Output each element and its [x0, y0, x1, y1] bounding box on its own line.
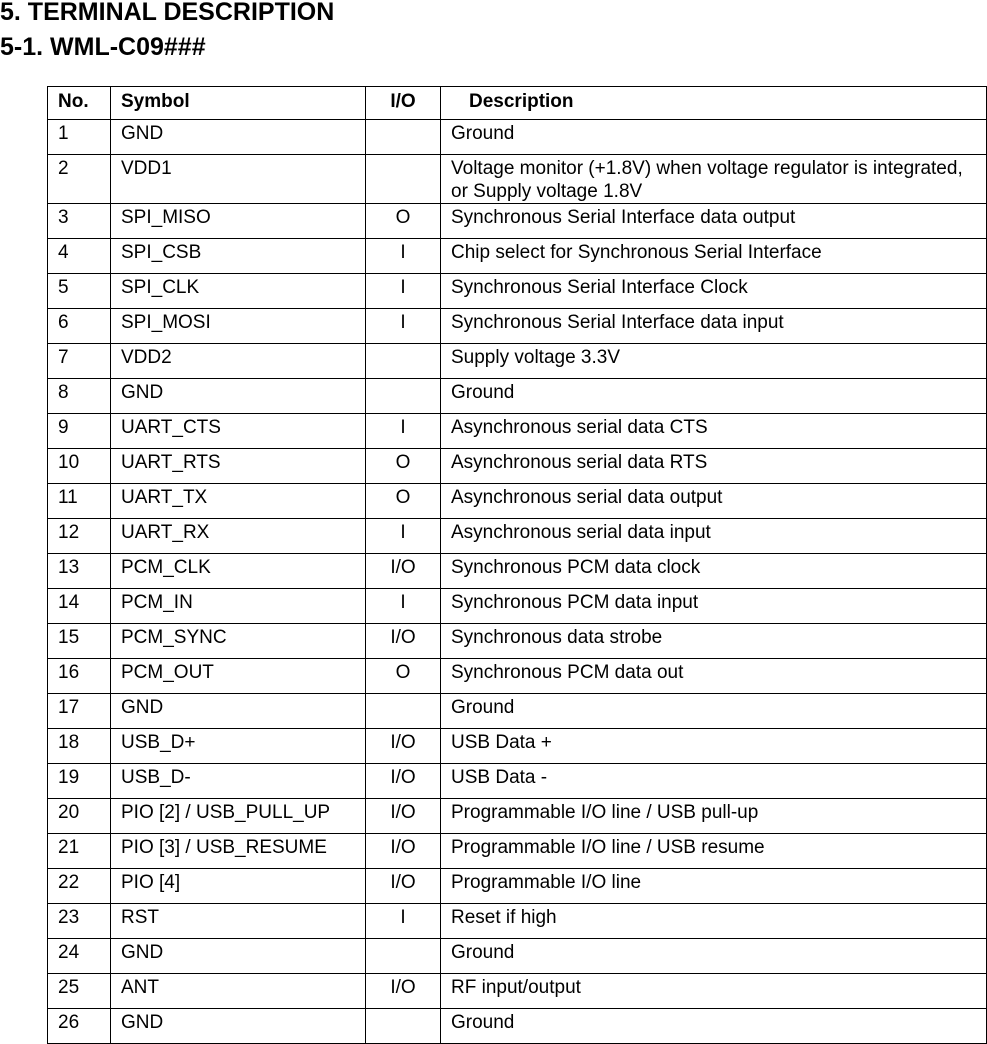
cell-io [366, 120, 441, 155]
cell-symbol: ANT [111, 974, 366, 1009]
table-row [48, 554, 987, 589]
cell-description: Synchronous Serial Interface data output [441, 204, 987, 239]
table-row [48, 939, 987, 974]
cell-symbol: UART_TX [111, 484, 366, 519]
cell-io: I/O [366, 624, 441, 659]
table-row [48, 155, 987, 204]
cell-symbol: GND [111, 939, 366, 974]
cell-no: 26 [48, 1009, 111, 1044]
table-row [48, 729, 987, 764]
table-row [48, 694, 987, 729]
table-row [48, 834, 987, 869]
table-row [48, 624, 987, 659]
cell-symbol: PIO [2] / USB_PULL_UP [111, 799, 366, 834]
table-header-row [48, 87, 987, 120]
cell-no: 22 [48, 869, 111, 904]
cell-no: 1 [48, 120, 111, 155]
cell-io: I [366, 589, 441, 624]
cell-io: I/O [366, 554, 441, 589]
table-row [48, 764, 987, 799]
table-row [48, 974, 987, 1009]
cell-symbol: VDD1 [111, 155, 366, 204]
cell-io: I/O [366, 834, 441, 869]
cell-no: 17 [48, 694, 111, 729]
cell-symbol: PCM_SYNC [111, 624, 366, 659]
cell-description: Ground [441, 939, 987, 974]
cell-no: 5 [48, 274, 111, 309]
cell-symbol: USB_D- [111, 764, 366, 799]
cell-io [366, 379, 441, 414]
cell-symbol: UART_RTS [111, 449, 366, 484]
cell-io: O [366, 204, 441, 239]
cell-description: Programmable I/O line / USB resume [441, 834, 987, 869]
cell-io: I [366, 904, 441, 939]
cell-no: 21 [48, 834, 111, 869]
cell-description: Programmable I/O line [441, 869, 987, 904]
cell-io [366, 694, 441, 729]
cell-io: I [366, 519, 441, 554]
table-row [48, 869, 987, 904]
cell-io [366, 939, 441, 974]
table-row [48, 120, 987, 155]
table-body [48, 120, 987, 1044]
cell-no: 11 [48, 484, 111, 519]
table-row [48, 519, 987, 554]
cell-description: Ground [441, 120, 987, 155]
cell-io: I/O [366, 799, 441, 834]
header-description: Description [441, 87, 987, 120]
cell-description: RF input/output [441, 974, 987, 1009]
cell-symbol: PCM_OUT [111, 659, 366, 694]
cell-symbol: GND [111, 1009, 366, 1044]
cell-description: Chip select for Synchronous Serial Interface [441, 239, 987, 274]
cell-no: 9 [48, 414, 111, 449]
cell-symbol: SPI_MISO [111, 204, 366, 239]
cell-symbol: GND [111, 694, 366, 729]
table-row [48, 484, 987, 519]
cell-io: I/O [366, 764, 441, 799]
cell-symbol: UART_CTS [111, 414, 366, 449]
cell-symbol: USB_D+ [111, 729, 366, 764]
cell-no: 16 [48, 659, 111, 694]
table-row [48, 239, 987, 274]
cell-symbol: SPI_CLK [111, 274, 366, 309]
table-row [48, 449, 987, 484]
cell-description: Synchronous Serial Interface data input [441, 309, 987, 344]
cell-description: Voltage monitor (+1.8V) when voltage regulator is integrated, or Supply voltage 1.8V [441, 155, 987, 204]
cell-no: 3 [48, 204, 111, 239]
cell-no: 25 [48, 974, 111, 1009]
cell-no: 12 [48, 519, 111, 554]
cell-description: Asynchronous serial data RTS [441, 449, 987, 484]
cell-description: Supply voltage 3.3V [441, 344, 987, 379]
cell-description: Ground [441, 1009, 987, 1044]
cell-description: Synchronous PCM data clock [441, 554, 987, 589]
cell-no: 7 [48, 344, 111, 379]
table-row [48, 309, 987, 344]
cell-io: I [366, 309, 441, 344]
cell-description: Asynchronous serial data CTS [441, 414, 987, 449]
cell-no: 19 [48, 764, 111, 799]
cell-io: I/O [366, 729, 441, 764]
cell-description: Programmable I/O line / USB pull-up [441, 799, 987, 834]
cell-symbol: SPI_MOSI [111, 309, 366, 344]
cell-io [366, 344, 441, 379]
cell-symbol: GND [111, 120, 366, 155]
cell-io [366, 1009, 441, 1044]
cell-io: I [366, 414, 441, 449]
cell-io: O [366, 659, 441, 694]
cell-no: 2 [48, 155, 111, 204]
cell-no: 20 [48, 799, 111, 834]
cell-no: 8 [48, 379, 111, 414]
cell-description: USB Data - [441, 764, 987, 799]
cell-symbol: PIO [4] [111, 869, 366, 904]
cell-no: 13 [48, 554, 111, 589]
cell-description: Asynchronous serial data input [441, 519, 987, 554]
cell-symbol: GND [111, 379, 366, 414]
cell-description: Ground [441, 694, 987, 729]
cell-io: I [366, 239, 441, 274]
cell-symbol: SPI_CSB [111, 239, 366, 274]
header-symbol: Symbol [111, 87, 366, 120]
cell-description: Synchronous data strobe [441, 624, 987, 659]
cell-no: 10 [48, 449, 111, 484]
cell-symbol: UART_RX [111, 519, 366, 554]
cell-no: 24 [48, 939, 111, 974]
cell-no: 23 [48, 904, 111, 939]
cell-io: I [366, 274, 441, 309]
section-title: 5. TERMINAL DESCRIPTION [0, 0, 335, 26]
cell-symbol: VDD2 [111, 344, 366, 379]
table-row [48, 344, 987, 379]
table-row [48, 414, 987, 449]
cell-description: Reset if high [441, 904, 987, 939]
table-row [48, 799, 987, 834]
cell-io: O [366, 449, 441, 484]
cell-no: 18 [48, 729, 111, 764]
cell-no: 6 [48, 309, 111, 344]
cell-no: 15 [48, 624, 111, 659]
table-row [48, 659, 987, 694]
terminal-table [47, 86, 987, 1044]
table-row [48, 204, 987, 239]
cell-no: 4 [48, 239, 111, 274]
cell-description: USB Data + [441, 729, 987, 764]
cell-io: O [366, 484, 441, 519]
header-no: No. [48, 87, 111, 120]
cell-symbol: PIO [3] / USB_RESUME [111, 834, 366, 869]
cell-description: Ground [441, 379, 987, 414]
cell-description: Synchronous Serial Interface Clock [441, 274, 987, 309]
table-row [48, 1009, 987, 1044]
cell-symbol: PCM_IN [111, 589, 366, 624]
table-row [48, 379, 987, 414]
cell-io: I/O [366, 869, 441, 904]
cell-io: I/O [366, 974, 441, 1009]
cell-no: 14 [48, 589, 111, 624]
subsection-title: 5-1. WML-C09### [0, 33, 206, 61]
cell-symbol: RST [111, 904, 366, 939]
table-row [48, 589, 987, 624]
table-row [48, 904, 987, 939]
cell-symbol: PCM_CLK [111, 554, 366, 589]
cell-io [366, 155, 441, 204]
header-io: I/O [366, 87, 441, 120]
cell-description: Synchronous PCM data input [441, 589, 987, 624]
table-row [48, 274, 987, 309]
cell-description: Asynchronous serial data output [441, 484, 987, 519]
cell-description: Synchronous PCM data out [441, 659, 987, 694]
